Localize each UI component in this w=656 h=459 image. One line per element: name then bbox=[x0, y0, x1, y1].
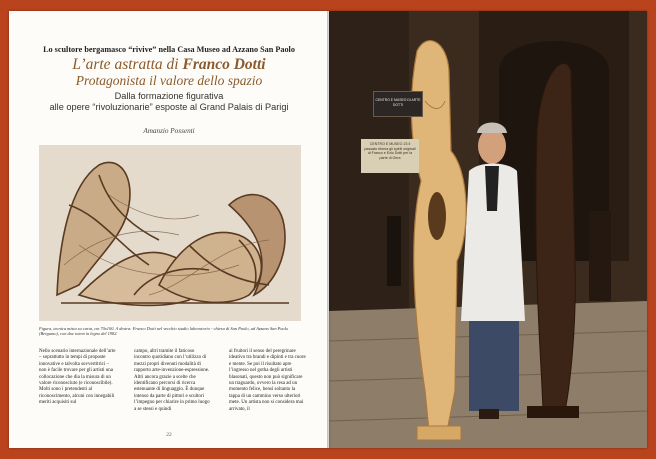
body-column-2: campo, altri tramite il faticoso incontro quotidiano con l’utilizzo di mezzi propri divenuti modalità di rapporto arte-invenzione-espressione. Altri ancora grazie a scelte che identificano percorsi di ricerca estenuante di linguaggio. È dunque intenso da parte di pittori e scultori l’impegno per chiarire in primo luogo a se stessi e quindi bbox=[134, 349, 210, 412]
article-title bbox=[9, 57, 329, 72]
title-name: Franco Dotti bbox=[182, 56, 266, 73]
body-column-1: Nello scenario internazionale dell’arte – soprattutto in tempi di proposte innovative e talvolta sovvertitrici – non è facile trovare per gli artisti una collocazione che dia la misura di un valore riconosciuto (e riconoscibile). Molti sono i pretendenti al riconoscimento, alcuni con innegabili meriti acquisiti sul bbox=[39, 349, 116, 406]
body-column-3: ai fruitori il senso del peregrinare ideativo tra brandi e dipinti e tra cuore e mente. Se poi il risultato apre l’ingresso nel gotha degli artisti blasonati, questo non può significare un traguardo, ovvero la resa ad un momento felice, bensì soltanto la tappa di un cammino verso ulteriori mete. Un artista non si considera mai arrivato, il bbox=[229, 349, 306, 412]
right-page-photo bbox=[329, 11, 647, 448]
magazine-spread bbox=[9, 11, 647, 448]
page-gutter bbox=[327, 11, 331, 448]
author-byline: Amanzio Possenti bbox=[143, 127, 195, 135]
title-prefix: L’arte astratta di bbox=[72, 56, 179, 73]
deck-line-1: Dalla formazione figurativa bbox=[114, 91, 224, 101]
abstract-figure-drawing bbox=[39, 145, 301, 321]
kicker: Lo scultore bergamasco “rivive” nella Casa Museo ad Azzano San Paolo bbox=[43, 45, 295, 54]
studio-sign-dark: CENTRO E MUSEO DI ARTE DOTTI bbox=[373, 91, 423, 117]
studio-sign-light: CENTRO E MUSEO 23 Il passato ritorna gli spiriti originali di Franco e Ezio Dotti per la parte di Gera bbox=[361, 139, 419, 173]
article-subtitle: Protagonista il valore dello spazio bbox=[75, 73, 263, 88]
left-page bbox=[9, 11, 329, 448]
studio-photo bbox=[329, 11, 647, 448]
page-number: 22 bbox=[166, 432, 172, 438]
deck-line-2: alle opere “rivoluzionarie” esposte al Grand Palais di Parigi bbox=[49, 102, 289, 112]
deck bbox=[9, 91, 329, 113]
artwork-image bbox=[39, 145, 301, 321]
image-caption: Figura, tecnica mista su carta, cm 70x100. A destra: Franco Dotti nel vecchio studio laboratorio - chiesa di San Paolo, ad Azzano San Paolo (Bergamo), con due totem in legno del 1982. bbox=[39, 326, 289, 337]
